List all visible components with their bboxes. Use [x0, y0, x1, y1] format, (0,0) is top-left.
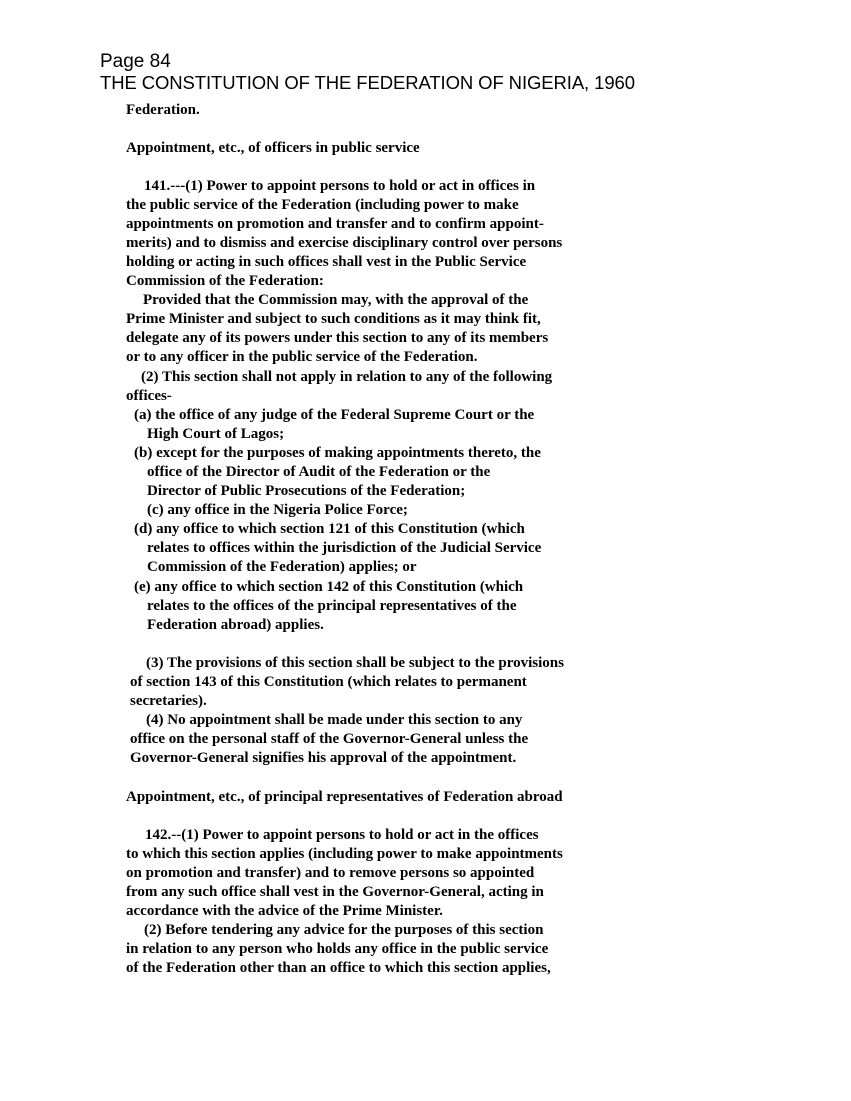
text-line: of section 143 of this Constitution (which relates to permanent — [130, 674, 527, 690]
page-number-label: Page 84 — [100, 51, 171, 72]
text-line: (3) The provisions of this section shall be subject to the provisions — [146, 655, 564, 671]
text-line: office of the Director of Audit of the Federation or the — [147, 464, 491, 480]
text-line: (4) No appointment shall be made under this section to any — [146, 712, 523, 728]
text-line: appointments on promotion and transfer and to confirm appoint- — [126, 216, 544, 232]
section-heading: Appointment, etc., of principal representatives of Federation abroad — [126, 789, 563, 805]
text-line: the public service of the Federation (including power to make — [126, 197, 519, 213]
text-line: relates to the offices of the principal representatives of the — [147, 598, 517, 614]
text-line: delegate any of its powers under this section to any of its members — [126, 330, 549, 346]
text-line: from any such office shall vest in the Governor-General, acting in — [126, 884, 544, 900]
section-heading: Appointment, etc., of officers in public service — [126, 140, 420, 156]
text-line: (b) except for the purposes of making appointments thereto, the — [134, 445, 541, 461]
text-line: on promotion and transfer) and to remove persons so appointed — [126, 865, 535, 881]
text-line: (d) any office to which section 121 of this Constitution (which — [134, 521, 525, 537]
text-line: or to any officer in the public service of the Federation. — [126, 349, 478, 365]
text-line: (c) any office in the Nigeria Police Force; — [147, 502, 408, 518]
text-line: secretaries). — [130, 693, 207, 709]
text-line: Commission of the Federation: — [126, 273, 324, 289]
text-line: Provided that the Commission may, with the approval of the — [143, 292, 529, 308]
text-line: office on the personal staff of the Governor-General unless the — [130, 731, 529, 747]
text-line: Federation. — [126, 102, 200, 118]
text-line: Commission of the Federation) applies; or — [147, 559, 417, 575]
text-line: in relation to any person who holds any office in the public service — [126, 941, 549, 957]
text-line: Governor-General signifies his approval of the appointment. — [130, 750, 517, 766]
text-line: holding or acting in such offices shall vest in the Public Service — [126, 254, 527, 270]
text-line: relates to offices within the jurisdiction of the Judicial Service — [147, 540, 542, 556]
text-line: 141.---(1) Power to appoint persons to hold or act in offices in — [144, 178, 536, 194]
text-line: Federation abroad) applies. — [147, 617, 324, 633]
text-line: Prime Minister and subject to such conditions as it may think fit, — [126, 311, 541, 327]
text-line: accordance with the advice of the Prime Minister. — [126, 903, 443, 919]
document-title: THE CONSTITUTION OF THE FEDERATION OF NIGERIA, 1960 — [100, 72, 635, 93]
text-line: offices- — [126, 388, 172, 404]
text-line: (2) Before tendering any advice for the purposes of this section — [144, 922, 544, 938]
text-line: (a) the office of any judge of the Federal Supreme Court or the — [134, 407, 535, 423]
text-line: of the Federation other than an office to which this section applies, — [126, 960, 551, 976]
text-line: to which this section applies (including power to make appointments — [126, 846, 563, 862]
text-line: (e) any office to which section 142 of this Constitution (which — [134, 579, 524, 595]
text-line: merits) and to dismiss and exercise disciplinary control over persons — [126, 235, 563, 251]
text-line: 142.--(1) Power to appoint persons to hold or act in the offices — [145, 827, 539, 843]
text-line: High Court of Lagos; — [147, 426, 285, 442]
text-line: Director of Public Prosecutions of the Federation; — [147, 483, 466, 499]
text-line: (2) This section shall not apply in relation to any of the following — [141, 369, 553, 385]
